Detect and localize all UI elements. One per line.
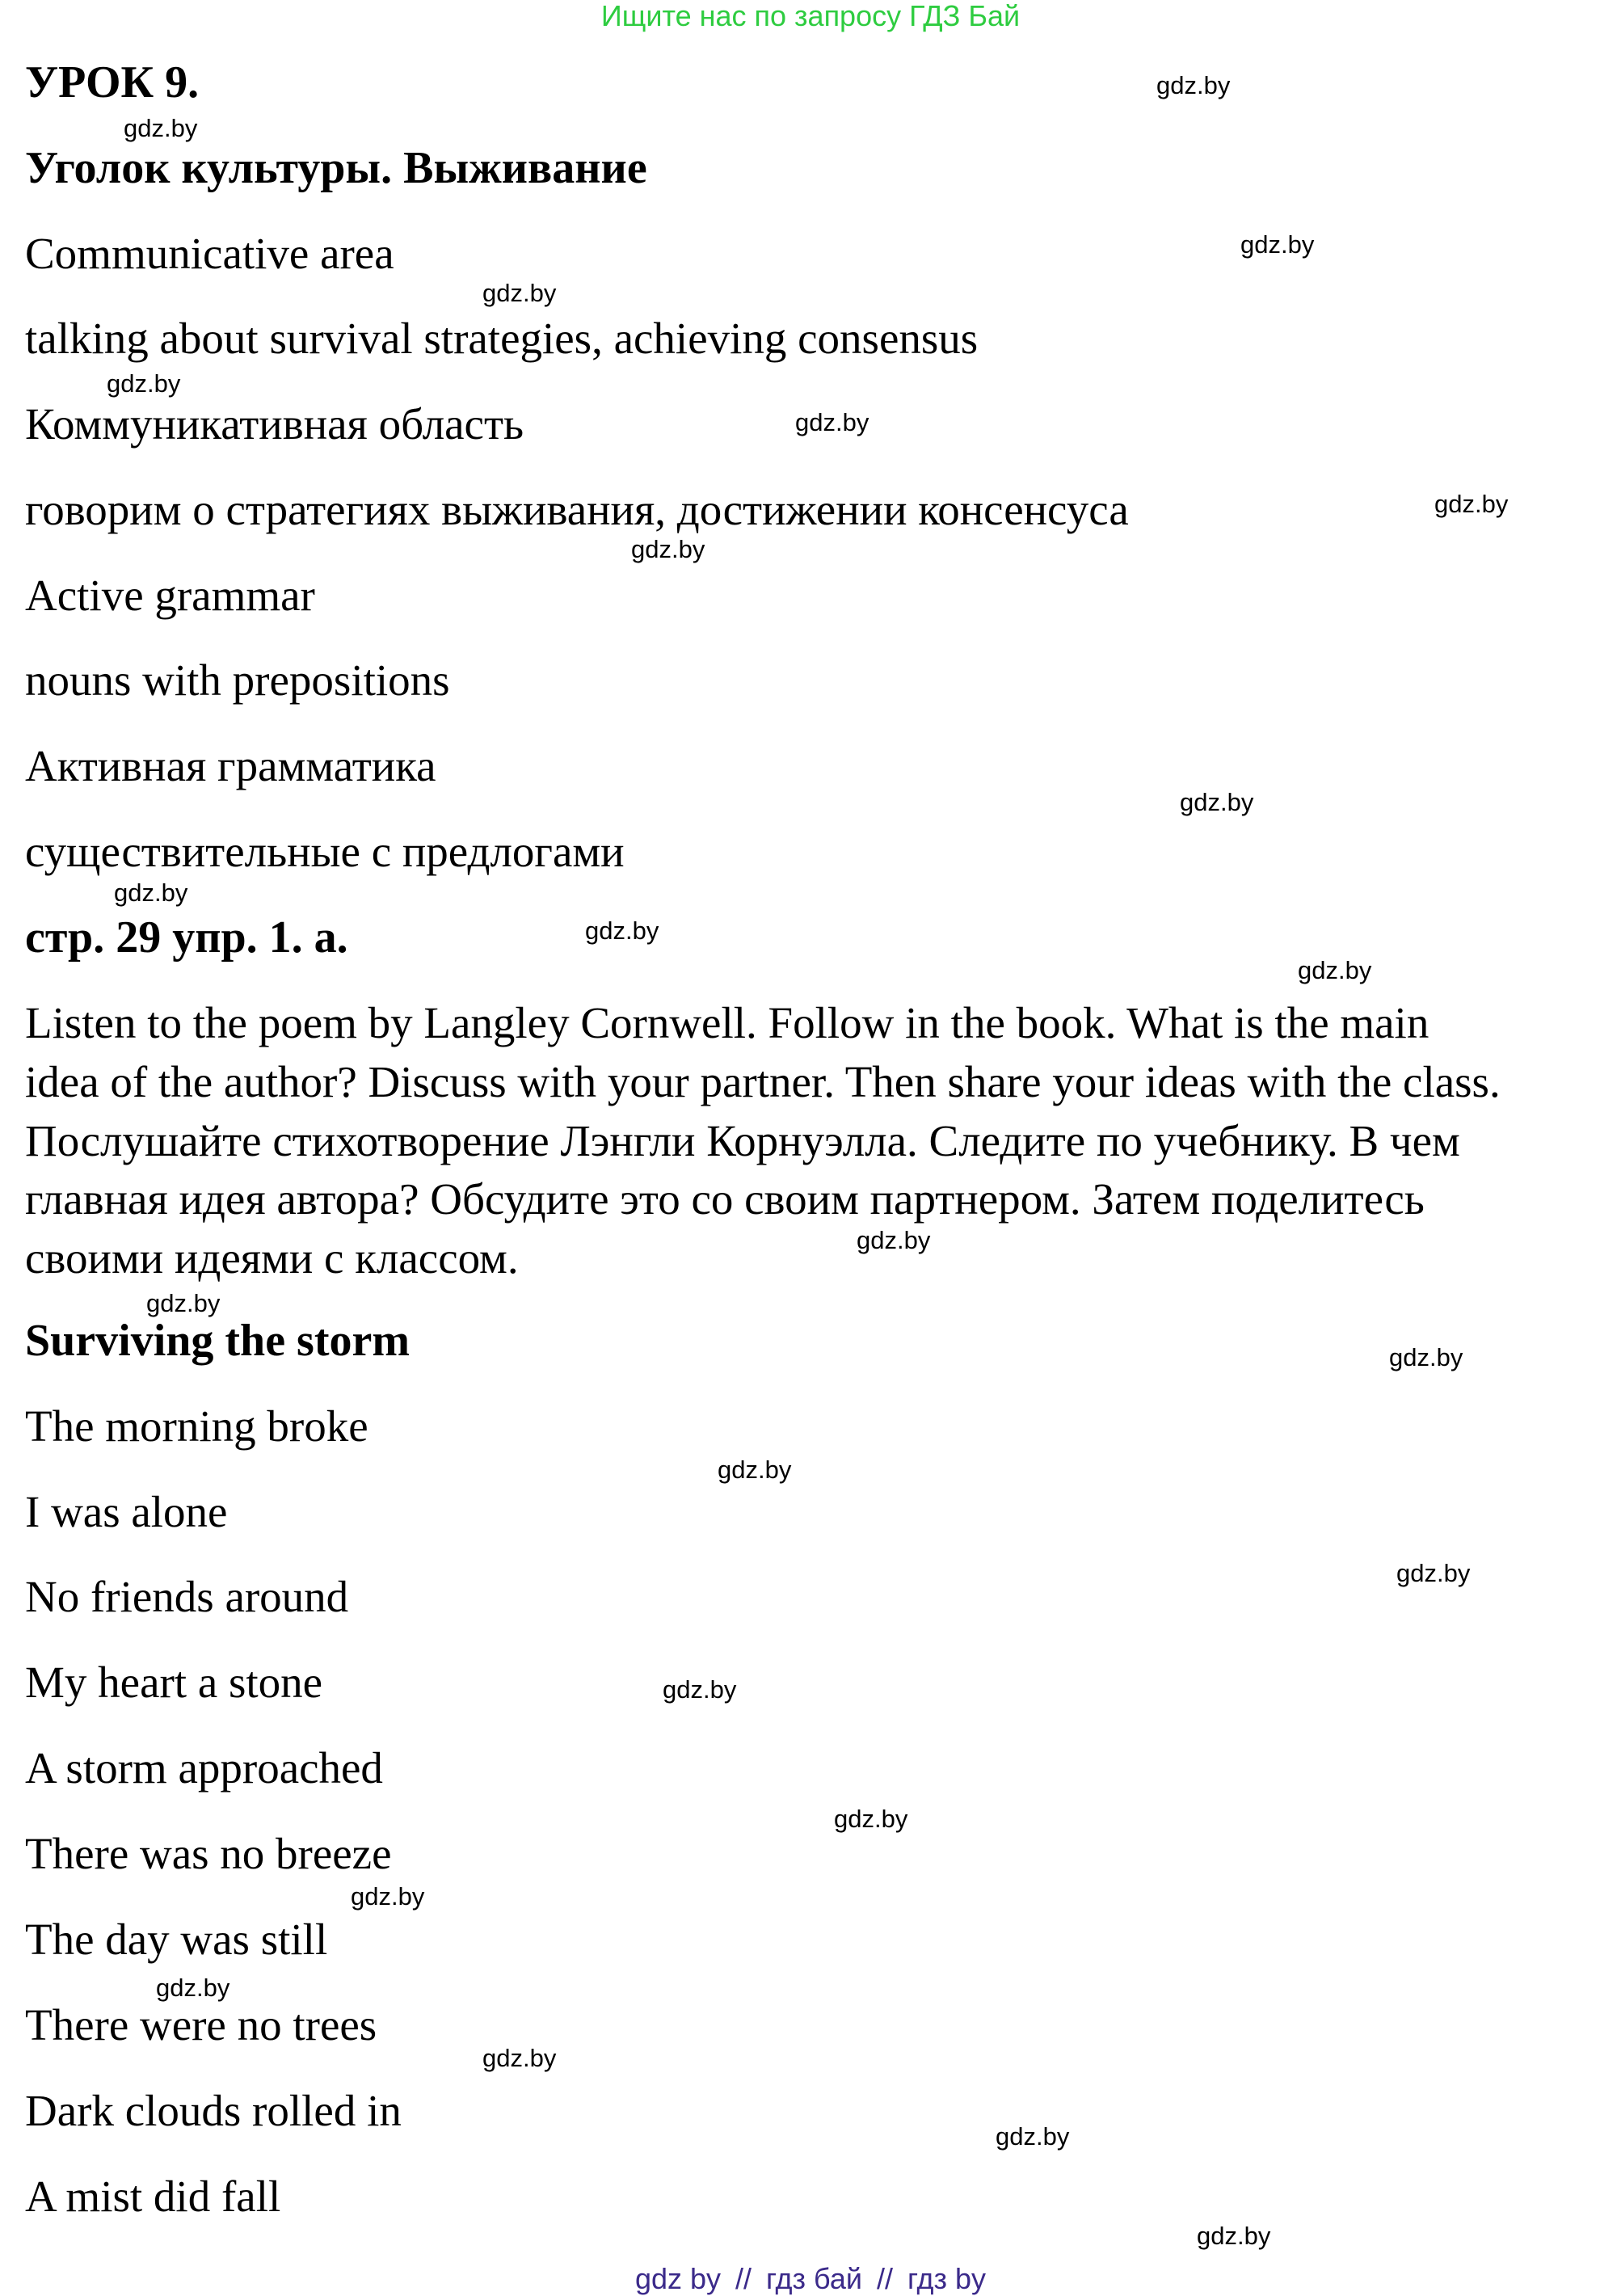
footer-links [0, 2263, 1621, 2295]
watermark: gdz.by [1240, 230, 1315, 259]
poem-line: The day was still [25, 1915, 328, 1964]
lesson-title: УРОК 9. [25, 57, 200, 107]
footer-separator: // [735, 2262, 752, 2295]
watermark: gdz.by [124, 114, 198, 142]
poem-line: I was alone [25, 1487, 228, 1536]
top-banner-link[interactable]: Ищите нас по запросу ГДЗ Бай [600, 0, 1021, 32]
footer-separator: // [876, 2262, 893, 2295]
poem-line: No friends around [25, 1572, 349, 1621]
poem-line: A mist did fall [25, 2172, 281, 2221]
active-grammar-label: Active grammar [25, 571, 315, 620]
watermark: gdz.by [663, 1675, 737, 1704]
poem-line: Dark clouds rolled in [25, 2086, 402, 2135]
watermark: gdz.by [1180, 788, 1254, 816]
lesson-subtitle: Уголок культуры. Выживание [25, 143, 647, 193]
poem-line: A storm approached [25, 1743, 383, 1793]
poem-line: My heart a stone [25, 1658, 323, 1707]
watermark: gdz.by [585, 916, 659, 945]
communicative-area-label-ru: Коммуникативная область [25, 399, 524, 449]
instruction-line: Listen to the poem by Langley Cornwell. Follow in the book. What is the main [25, 998, 1429, 1047]
watermark: gdz.by [482, 279, 557, 307]
watermark: gdz.by [156, 1974, 230, 2002]
footer-link-gdz-bai[interactable]: гдз бай [766, 2262, 862, 2295]
watermark: gdz.by [1434, 490, 1509, 518]
watermark: gdz.by [857, 1226, 931, 1254]
instruction-line: Послушайте стихотворение Лэнгли Корнуэлла. Следите по учебнику. В чем [25, 1115, 1460, 1165]
watermark: gdz.by [107, 369, 181, 398]
footer-link-gdz-by[interactable]: gdz by [634, 2262, 722, 2295]
exercise-heading: стр. 29 упр. 1. a. [25, 912, 348, 963]
watermark: gdz.by [1197, 2222, 1271, 2250]
watermark: gdz.by [718, 1456, 792, 1484]
watermark: gdz.by [114, 878, 188, 907]
watermark: gdz.by [482, 2044, 557, 2072]
exercise-instructions [25, 994, 1613, 1288]
footer-link-gdz-by-ru[interactable]: гдз by [907, 2262, 987, 2295]
watermark: gdz.by [996, 2122, 1070, 2151]
active-grammar-text: nouns with prepositions [25, 655, 450, 705]
instruction-line: idea of the author? Discuss with your partner. Then share your ideas with the class. [25, 1056, 1501, 1106]
watermark: gdz.by [146, 1289, 221, 1317]
watermark: gdz.by [351, 1882, 425, 1911]
watermark: gdz.by [1396, 1559, 1471, 1587]
watermark: gdz.by [1156, 71, 1231, 99]
poem-line: There were no trees [25, 2000, 377, 2050]
communicative-area-text: talking about survival strategies, achieving consensus [25, 314, 979, 363]
communicative-area-label: Communicative area [25, 229, 394, 278]
watermark: gdz.by [795, 408, 869, 436]
active-grammar-text-ru: существительные с предлогами [25, 827, 625, 876]
instruction-line: своими идеями с классом. [25, 1233, 519, 1283]
watermark: gdz.by [631, 535, 705, 563]
poem-line: There was no breeze [25, 1829, 392, 1878]
instruction-line: главная идея автора? Обсудите это со своим партнером. Затем поделитесь [25, 1174, 1425, 1224]
poem-title: Surviving the storm [25, 1316, 410, 1366]
watermark: gdz.by [834, 1805, 908, 1833]
watermark: gdz.by [1389, 1343, 1463, 1371]
active-grammar-label-ru: Активная грамматика [25, 741, 436, 790]
watermark: gdz.by [1298, 956, 1372, 984]
poem-line: The morning broke [25, 1401, 368, 1451]
communicative-area-text-ru: говорим о стратегиях выживания, достижении консенсуса [25, 485, 1129, 534]
